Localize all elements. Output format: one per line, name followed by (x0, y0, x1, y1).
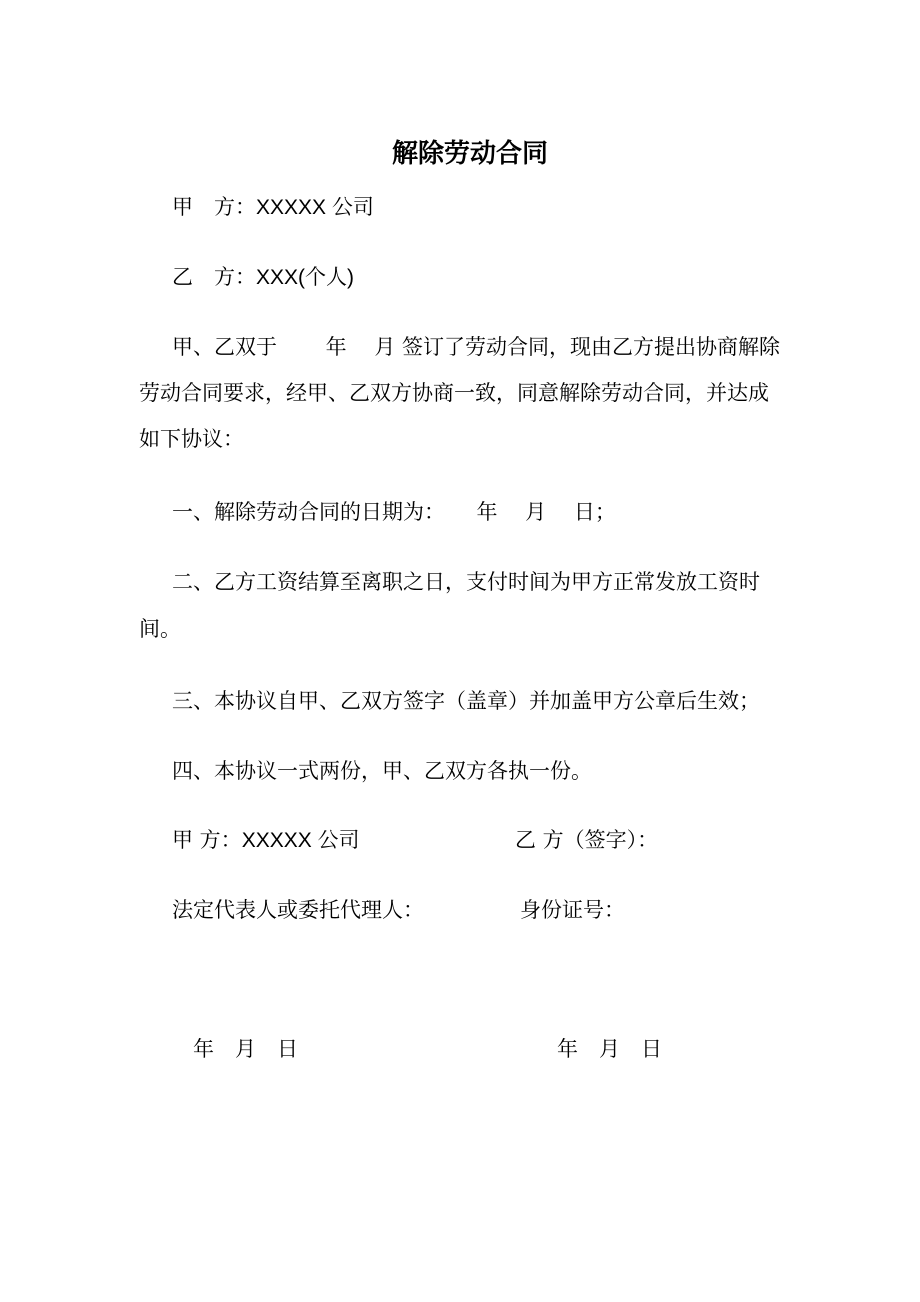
clause-4: 四、本协议一式两份，甲、乙双方各执一份。 (172, 759, 592, 783)
signature-date-left: 年 月 日 (193, 1037, 298, 1061)
party-a-value: XXXXX 公司 (256, 196, 374, 219)
signature-id-number: 身份证号： (520, 898, 625, 922)
intro-line-3: 如下协议： (139, 427, 244, 451)
clause-2-line-2: 间。 (139, 617, 181, 641)
clause-3: 三、本协议自甲、乙双方签字（盖章）并加盖甲方公章后生效； (172, 689, 760, 713)
intro-line-2: 劳动合同要求，经甲、乙双方协商一致，同意解除劳动合同，并达成 (139, 381, 769, 405)
signature-date-right: 年 月 日 (557, 1037, 662, 1061)
signature-representative: 法定代表人或委托代理人： (172, 898, 424, 922)
signature-party-a-value: XXXXX 公司 (241, 829, 360, 852)
party-b-value: XXX(个人) (256, 266, 355, 289)
signature-party-a (172, 825, 360, 856)
document-title: 解除劳动合同 (391, 139, 548, 170)
party-a-line (172, 192, 374, 223)
party-b-label: 乙 方： (172, 265, 256, 289)
clause-2-line-1: 二、乙方工资结算至离职之日，支付时间为甲方正常发放工资时 (172, 570, 760, 594)
signature-party-b: 乙 方（签字）： (515, 828, 659, 852)
intro-line-1: 甲、乙双于 年 月 签订了劳动合同，现由乙方提出协商解除 (172, 335, 781, 359)
clause-1: 一、解除劳动合同的日期为： 年 月 日； (172, 500, 616, 524)
party-b-line (172, 262, 354, 293)
party-a-label: 甲 方： (172, 195, 256, 219)
signature-party-a-label: 甲 方： (172, 828, 242, 852)
